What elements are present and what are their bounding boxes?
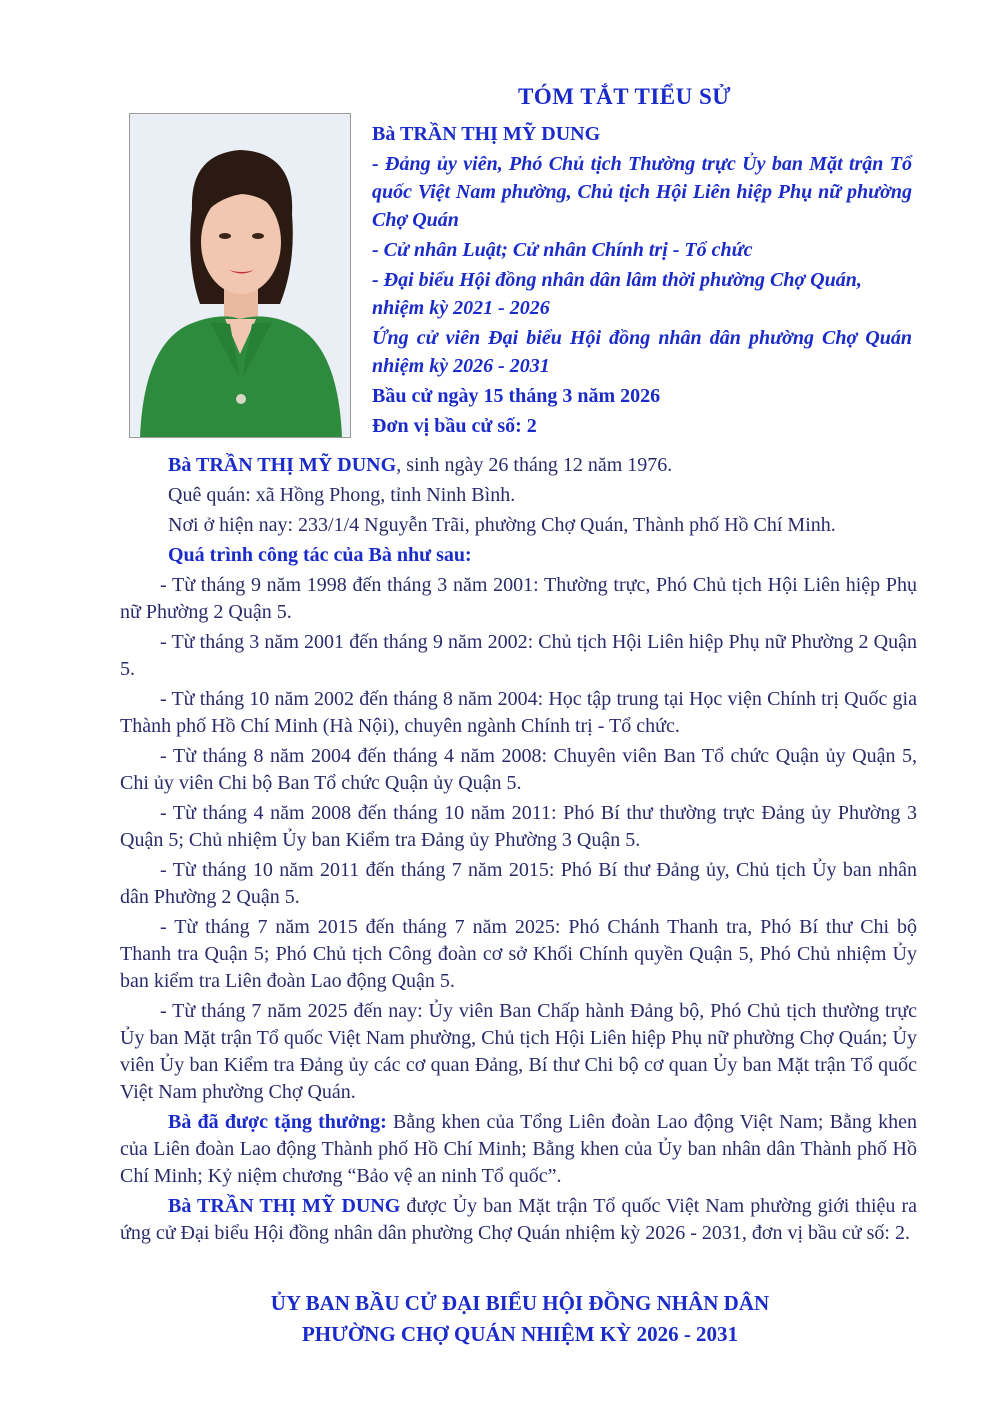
career-item: - Từ tháng 7 năm 2015 đến tháng 7 năm 2025: Phó Chánh Thanh tra, Phó Bí thư Chi bộ Thanh tra Quận 5; Phó Chủ tịch Công đoàn cơ sở Khối Chính quyền Quận 5, Phó Chủ nhiệm Ủy ban kiểm tra Liên đoàn Lao động Quận 5. <box>120 916 917 992</box>
portrait-image <box>130 114 350 437</box>
election-date: Bầu cử ngày 15 tháng 3 năm 2026 <box>372 385 661 407</box>
election-unit: Đơn vị bầu cử số: 2 <box>372 415 537 437</box>
career-item: - Từ tháng 3 năm 2001 đến tháng 9 năm 2002: Chủ tịch Hội Liên hiệp Phụ nữ Phường 2 Quận 5. <box>120 631 917 680</box>
portrait-photo <box>129 113 351 438</box>
bio-name: Bà TRẦN THỊ MỸ DUNG <box>168 454 397 476</box>
bio-hometown: Quê quán: xã Hồng Phong, tỉnh Ninh Bình. <box>168 484 516 506</box>
bio-birth: , sinh ngày 26 tháng 12 năm 1976. <box>396 454 673 476</box>
committee-line-2: PHƯỜNG CHỢ QUÁN NHIỆM KỲ 2026 - 2031 <box>301 1322 739 1346</box>
candidate-name: Bà TRẦN THỊ MỸ DUNG <box>372 123 601 145</box>
career-item: - Từ tháng 9 năm 1998 đến tháng 3 năm 2001: Thường trực, Phó Chủ tịch Hội Liên hiệp Phụ nữ Phường 2 Quận 5. <box>120 574 917 623</box>
career-item: - Từ tháng 4 năm 2008 đến tháng 10 năm 2011: Phó Bí thư thường trực Đảng ủy Phường 3 Quận 5; Chủ nhiệm Ủy ban Kiểm tra Đảng ủy Phường 3 Quận 5. <box>120 802 917 851</box>
committee-line-1: ỦY BAN BẦU CỬ ĐẠI BIỂU HỘI ĐỒNG NHÂN DÂN <box>270 1291 770 1315</box>
candidate-summary <box>372 120 912 442</box>
career-item: - Từ tháng 8 năm 2004 đến tháng 4 năm 2008: Chuyên viên Ban Tổ chức Quận ủy Quận 5, Chi ủy viên Chi bộ Ban Tổ chức Quận ủy Quận 5. <box>120 745 917 794</box>
bio-residence: Nơi ở hiện nay: 233/1/4 Nguyễn Trãi, phường Chợ Quán, Thành phố Hồ Chí Minh. <box>168 514 836 536</box>
intro-name: Bà TRẦN THỊ MỸ DUNG <box>168 1195 401 1217</box>
career-item: - Từ tháng 10 năm 2011 đến tháng 7 năm 2015: Phó Bí thư Đảng ủy, Chủ tịch Ủy ban nhân dân Phường 2 Quận 5. <box>120 859 917 908</box>
page-title: TÓM TẮT TIỂU SỬ <box>518 84 732 109</box>
candidate-education: - Cử nhân Luật; Cử nhân Chính trị - Tổ chức <box>372 239 753 261</box>
career-item: - Từ tháng 10 năm 2002 đến tháng 8 năm 2004: Học tập trung tại Học viện Chính trị Quốc gia Thành phố Hồ Chí Minh (Hà Nội), chuyên ngành Chính trị - Tổ chức. <box>120 688 917 737</box>
candidate-position: - Đảng ủy viên, Phó Chủ tịch Thường trực Ủy ban Mặt trận Tổ quốc Việt Nam phường, Chủ tịch Hội Liên hiệp Phụ nữ phường Chợ Quán <box>372 153 912 231</box>
candidate-candidacy: Ứng cử viên Đại biểu Hội đồng nhân dân phường Chợ Quán nhiệm kỳ 2026 - 2031 <box>372 327 912 377</box>
intro-text: được Ủy ban Mặt trận Tổ quốc Việt Nam phường giới thiệu ra ứng cử Đại biểu Hội đồng nhân dân phường Chợ Quán nhiệm kỳ 2026 - 2031, đơn vị bầu cử số: 2. <box>120 1195 917 1244</box>
biography <box>120 452 917 1250</box>
career-heading: Quá trình công tác của Bà như sau: <box>168 544 472 566</box>
awards-text: Bằng khen của Tổng Liên đoàn Lao động Việt Nam; Bằng khen của Liên đoàn Lao động Thành phố Hồ Chí Minh; Bằng khen của Ủy ban nhân dân Thành phố Hồ Chí Minh; Kỷ niệm chương “Bảo vệ an ninh Tổ quốc”. <box>120 1111 917 1187</box>
issuing-committee <box>0 1288 1000 1350</box>
awards-label: Bà đã được tặng thưởng: <box>168 1111 387 1133</box>
career-item: - Từ tháng 7 năm 2025 đến nay: Ủy viên Ban Chấp hành Đảng bộ, Phó Chủ tịch thường trực Ủy ban Mặt trận Tổ quốc Việt Nam phường, Chủ tịch Hội Liên hiệp Phụ nữ phường Chợ Quán; Ủy viên Ủy ban Kiểm tra Đảng ủy các cơ quan Đảng, Bí thư Chi bộ cơ quan Ủy ban Mặt trận Tổ quốc Việt Nam phường Chợ Quán. <box>120 1000 917 1103</box>
candidate-delegate: - Đại biểu Hội đồng nhân dân lâm thời phường Chợ Quán, nhiệm kỳ 2021 - 2026 <box>372 269 862 319</box>
